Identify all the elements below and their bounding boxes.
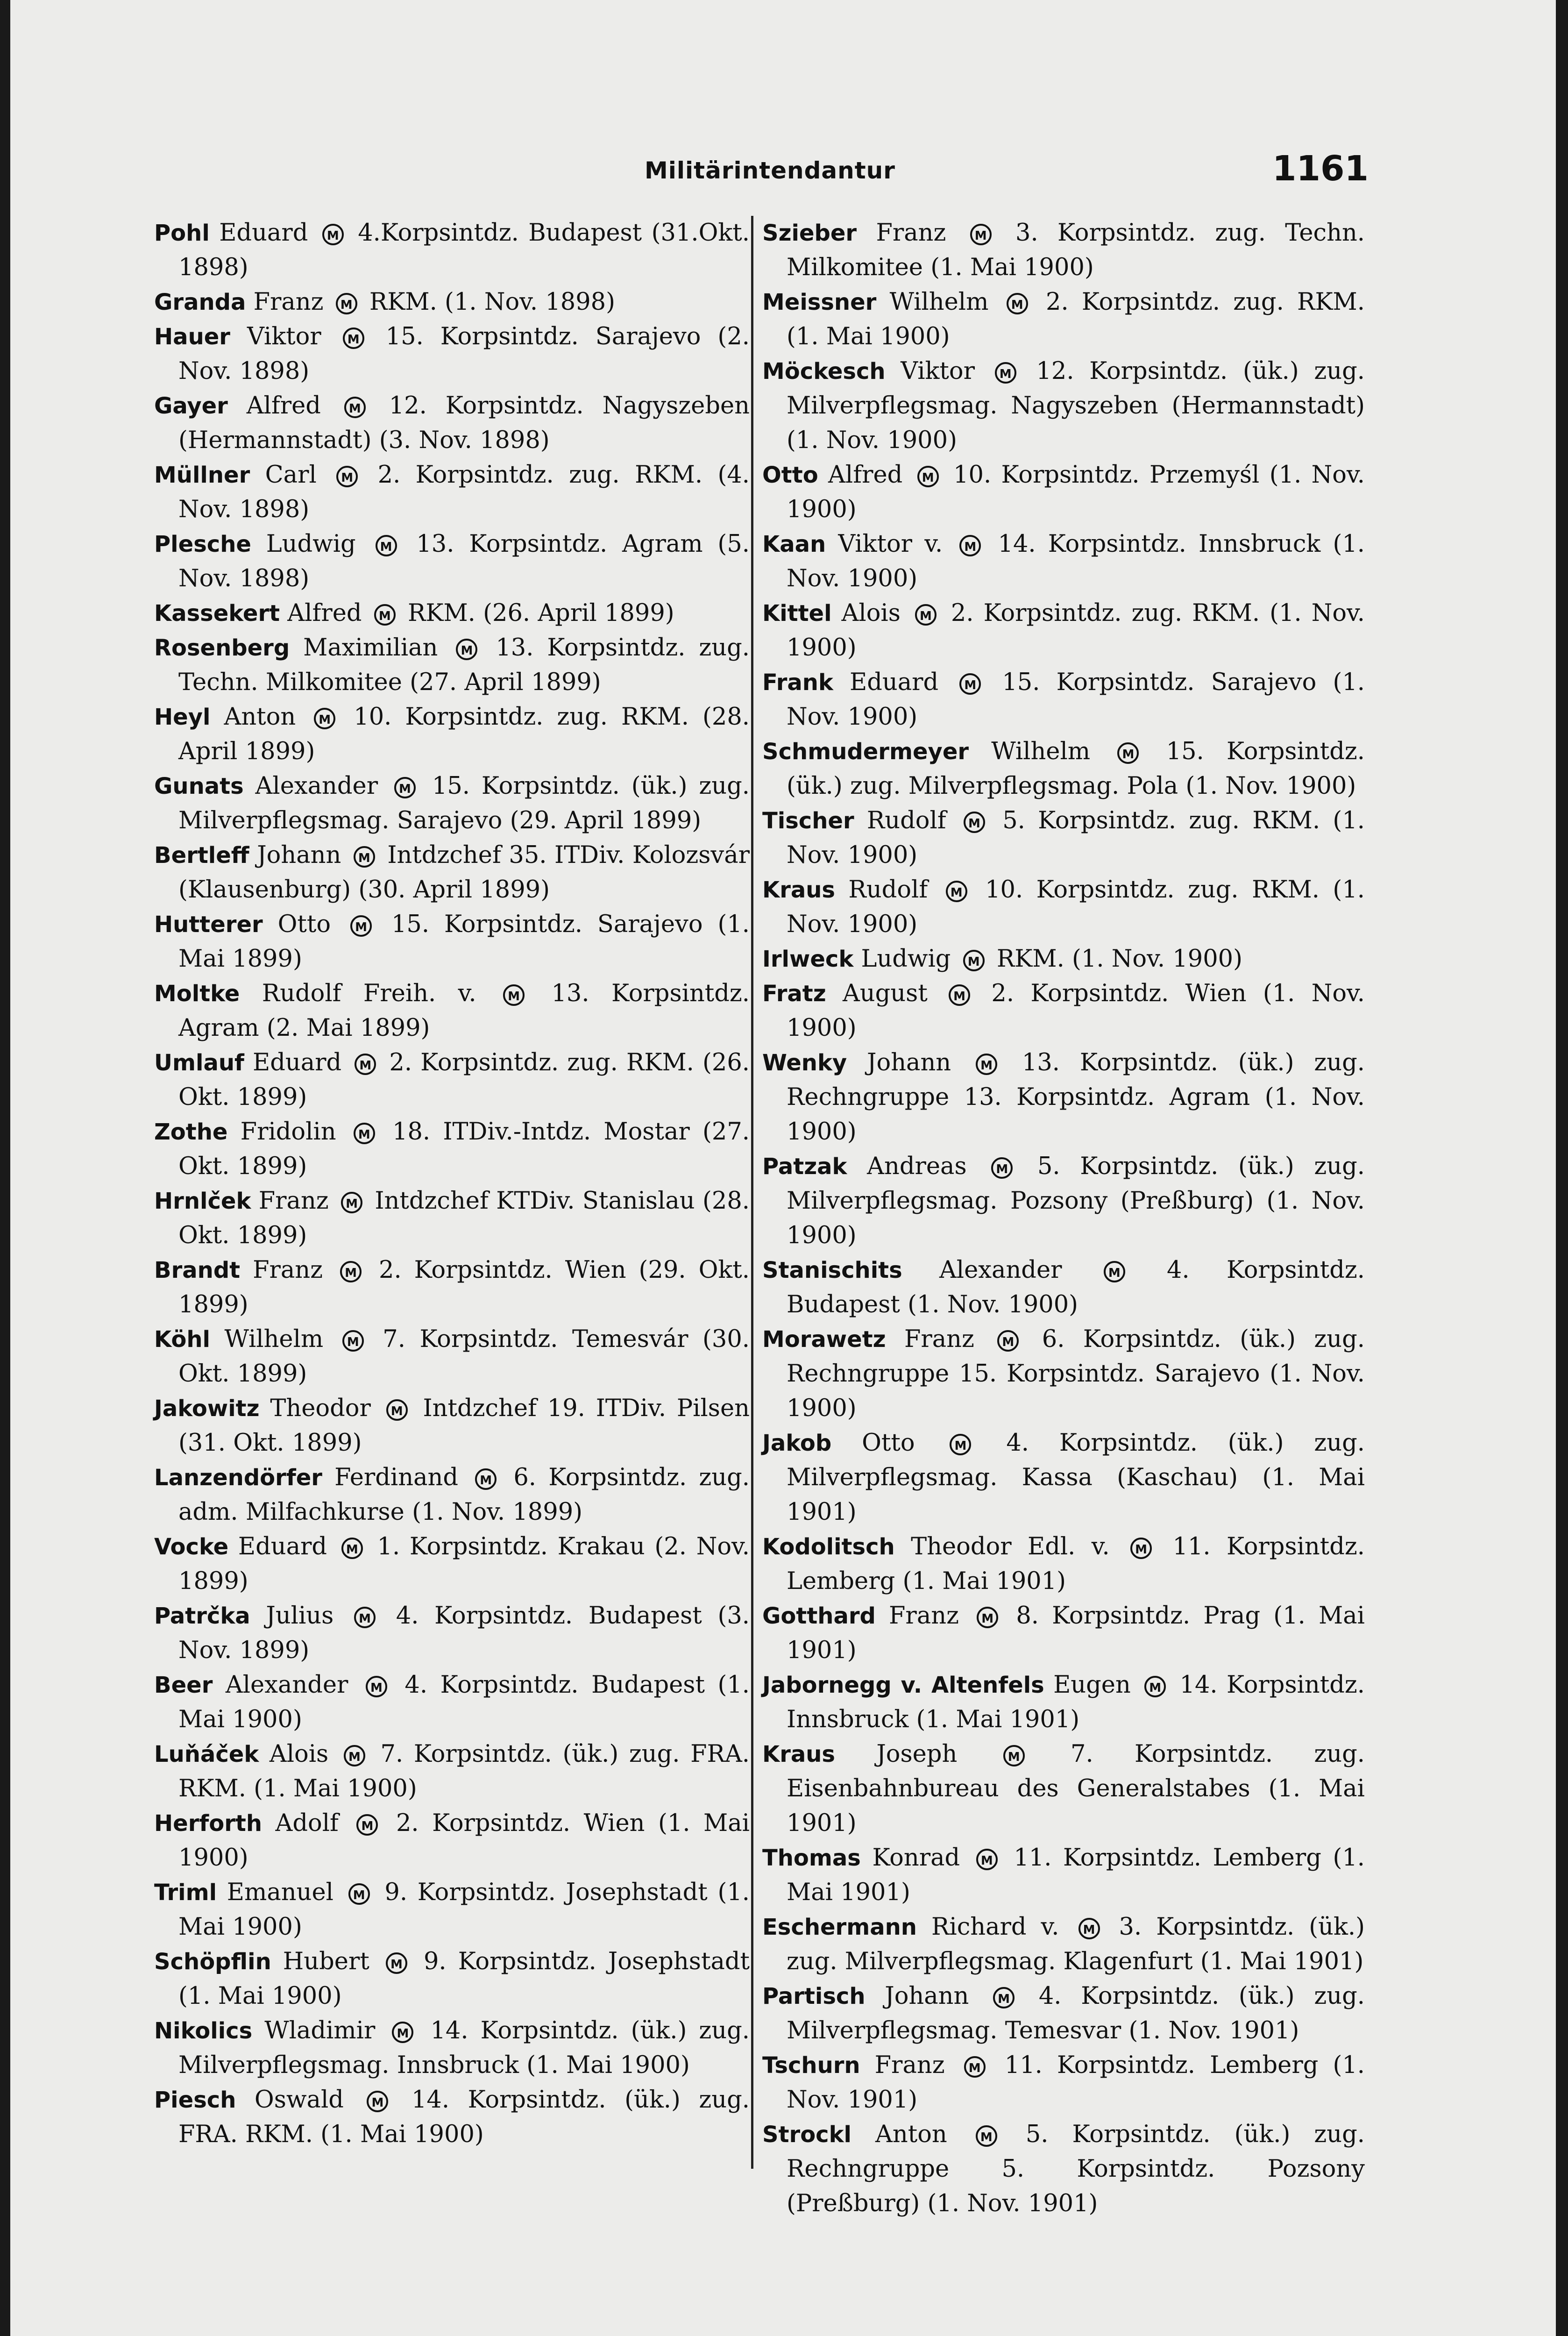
- entry-surname: Müllner: [154, 462, 250, 488]
- register-entry: [154, 1806, 750, 1875]
- entry-text: 12. Korpsintdz. Nagyszeben (Hermannstadt) (3. Nov. 1898): [178, 392, 750, 454]
- merit-medal-icon: M: [976, 1054, 997, 1075]
- entry-text: 2. Korpsintdz. Wien (1. Nov. 1900): [787, 980, 1365, 1042]
- register-entry: [762, 665, 1365, 734]
- entry-text: Otto: [263, 911, 346, 938]
- right-column: [762, 216, 1365, 2221]
- entry-surname: Möckesch: [762, 358, 886, 385]
- entry-surname: Gotthard: [762, 1603, 876, 1629]
- entry-text: Ferdinand: [322, 1464, 471, 1491]
- merit-medal-icon: M: [341, 1192, 362, 1213]
- entry-surname: Piesch: [154, 2087, 236, 2113]
- register-entry: [154, 631, 750, 700]
- entry-surname: Luňáček: [154, 1741, 259, 1767]
- entry-text: Franz: [860, 2051, 959, 2079]
- register-entry: [762, 1599, 1365, 1668]
- merit-medal-icon: M: [343, 328, 364, 349]
- entry-text: Franz: [886, 1325, 993, 1353]
- entry-text: 15. Korpsintdz. Sarajevo (1. Mai 1899): [178, 911, 750, 973]
- register-entry: [154, 1530, 750, 1599]
- entry-text: Alfred: [227, 392, 340, 420]
- entry-surname: Tischer: [762, 808, 854, 834]
- entry-surname: Kaan: [762, 531, 826, 557]
- entry-surname: Szieber: [762, 220, 857, 246]
- entry-text: August: [826, 980, 944, 1007]
- register-entry: [154, 216, 750, 285]
- register-entry: [762, 1668, 1365, 1737]
- entry-text: Alfred: [280, 599, 369, 627]
- entry-text: Wladimir: [252, 2017, 388, 2044]
- register-entry: [762, 1841, 1365, 1910]
- register-entry: [154, 1460, 750, 1530]
- register-entry: [762, 458, 1365, 527]
- register-entry: [154, 1391, 750, 1460]
- entry-surname: Granda: [154, 289, 246, 315]
- entry-text: 10. Korpsintdz. zug. RKM. (28. April 1899): [178, 703, 750, 765]
- merit-medal-icon: M: [946, 881, 967, 902]
- entry-text: Eduard: [244, 1049, 350, 1076]
- merit-medal-icon: M: [1007, 293, 1028, 314]
- entry-surname: Thomas: [762, 1845, 861, 1871]
- entry-text: Intdzchef KTDiv. Stanislau (28. Okt. 1899): [178, 1187, 750, 1249]
- entry-surname: Otto: [762, 462, 818, 488]
- register-entry: [154, 838, 750, 907]
- entry-surname: Fratz: [762, 981, 826, 1007]
- register-entry: [762, 285, 1365, 354]
- entry-surname: Eschermann: [762, 1914, 917, 1940]
- register-entry: [762, 873, 1365, 942]
- register-entry: [762, 1530, 1365, 1599]
- entry-text: Oswald: [236, 2086, 362, 2114]
- entry-surname: Jabornegg v. Altenfels: [762, 1672, 1044, 1698]
- entry-text: Wilhelm: [969, 738, 1113, 765]
- entry-text: Intdzchef 19. ITDiv. Pilsen (31. Okt. 1899): [178, 1395, 750, 1457]
- entry-text: Eduard: [209, 219, 318, 247]
- entry-surname: Lanzendörfer: [154, 1465, 322, 1491]
- entry-text: 2. Korpsintdz. zug. RKM. (26. Okt. 1899): [178, 1049, 750, 1111]
- scan-border-right: [1556, 0, 1568, 2336]
- register-entry: [154, 596, 750, 631]
- entry-text: Rudolf: [854, 807, 959, 834]
- merit-medal-icon: M: [1130, 1538, 1152, 1559]
- register-entry: [154, 1322, 750, 1391]
- entry-text: 5. Korpsintdz. (ük.) zug. Rechngruppe 5. Korpsintdz. Pozsony (Preßburg) (1. Nov. 1901): [787, 2121, 1365, 2217]
- register-entry: [154, 907, 750, 976]
- entry-text: Viktor: [230, 323, 338, 350]
- register-entry: [154, 285, 750, 320]
- entry-surname: Gunats: [154, 773, 244, 799]
- entry-text: 15. Korpsintdz. Sarajevo (1. Nov. 1900): [787, 669, 1365, 731]
- entry-text: 7. Korpsintdz. (ük.) zug. FRA. RKM. (1. Mai 1900): [178, 1740, 750, 1802]
- register-entry: [762, 1046, 1365, 1149]
- entry-text: 7. Korpsintdz. Temesvár (30. Okt. 1899): [178, 1325, 750, 1388]
- entry-text: 9. Korpsintdz. Josephstadt (1. Mai 1900): [178, 1879, 750, 1941]
- merit-medal-icon: M: [350, 915, 372, 937]
- merit-medal-icon: M: [991, 1157, 1013, 1179]
- entry-text: Joseph: [835, 1740, 999, 1768]
- merit-medal-icon: M: [964, 812, 985, 833]
- entry-text: 6. Korpsintdz. (ük.) zug. Rechngruppe 15. Korpsintdz. Sarajevo (1. Nov. 1900): [787, 1325, 1365, 1422]
- merit-medal-icon: M: [344, 1745, 365, 1766]
- entry-surname: Stanischits: [762, 1257, 902, 1283]
- merit-medal-icon: M: [995, 362, 1016, 384]
- running-header: [154, 149, 1369, 191]
- entry-text: Johann: [865, 1982, 989, 2010]
- merit-medal-icon: M: [977, 1607, 998, 1628]
- entry-surname: Frank: [762, 669, 833, 696]
- entry-text: Theodor Edl. v.: [894, 1533, 1126, 1560]
- entry-surname: Herforth: [154, 1810, 263, 1837]
- register-entry: [154, 976, 750, 1046]
- register-entry: [762, 1149, 1365, 1253]
- merit-medal-icon: M: [394, 777, 416, 798]
- register-entry: [154, 700, 750, 769]
- entry-text: 13. Korpsintdz. Agram (2. Mai 1899): [178, 980, 750, 1042]
- entry-text: 10. Korpsintdz. Przemyśl (1. Nov. 1900): [787, 461, 1365, 523]
- merit-medal-icon: M: [340, 1261, 362, 1282]
- register-entry: [762, 976, 1365, 1046]
- entry-surname: Rosenberg: [154, 635, 290, 661]
- entry-text: 14. Korpsintdz. (ük.) zug. Milverpflegsmag. Innsbruck (1. Mai 1900): [178, 2017, 750, 2079]
- merit-medal-icon: M: [970, 224, 992, 245]
- entry-text: 11. Korpsintdz. Lemberg (1. Mai 1901): [787, 1533, 1365, 1595]
- entry-surname: Tschurn: [762, 2052, 860, 2079]
- entry-text: 4. Korpsintdz. (ük.) zug. Milverpflegsmag. Kassa (Kaschau) (1. Mai 1901): [787, 1429, 1365, 1526]
- entry-text: 1. Korpsintdz. Krakau (2. Nov. 1899): [178, 1533, 750, 1595]
- register-entry: [762, 1737, 1365, 1841]
- entry-text: Ludwig: [853, 945, 958, 973]
- entry-text: 2. Korpsintdz. zug. RKM. (4. Nov. 1898): [178, 461, 750, 523]
- register-entry: [154, 1184, 750, 1253]
- merit-medal-icon: M: [367, 2091, 388, 2112]
- entry-text: Julius: [250, 1602, 350, 1630]
- entry-text: Maximilian: [290, 634, 452, 662]
- merit-medal-icon: M: [456, 639, 477, 660]
- left-column: [154, 216, 750, 2152]
- entry-surname: Jakob: [762, 1430, 832, 1456]
- register-entry: [762, 216, 1365, 285]
- merit-medal-icon: M: [950, 1434, 971, 1455]
- entry-text: 18. ITDiv.-Intdz. Mostar (27. Okt. 1899): [178, 1118, 750, 1180]
- scan-border-left: [0, 0, 10, 2336]
- entry-text: 2. Korpsintdz. Wien (1. Mai 1900): [178, 1809, 750, 1872]
- entry-text: Anton: [210, 703, 310, 731]
- entry-text: 5. Korpsintdz. zug. RKM. (1. Nov. 1900): [787, 807, 1365, 869]
- merit-medal-icon: M: [976, 1849, 998, 1870]
- register-entry: [762, 354, 1365, 458]
- entry-surname: Schöpflin: [154, 1949, 271, 1975]
- entry-surname: Bertleff: [154, 842, 249, 869]
- entry-text: 4. Korpsintdz. Budapest (1. Nov. 1900): [787, 1256, 1365, 1318]
- merit-medal-icon: M: [993, 1987, 1015, 2008]
- entry-text: 14. Korpsintdz. Innsbruck (1. Mai 1901): [787, 1671, 1365, 1733]
- register-entry: [762, 942, 1365, 976]
- merit-medal-icon: M: [959, 535, 981, 556]
- register-entry: [154, 389, 750, 458]
- merit-medal-icon: M: [348, 1883, 370, 1905]
- entry-text: 10. Korpsintdz. zug. RKM. (1. Nov. 1900): [787, 876, 1365, 938]
- register-entry: [762, 1322, 1365, 1426]
- register-entry: [154, 1668, 750, 1737]
- merit-medal-icon: M: [1144, 1676, 1166, 1697]
- entry-text: Hubert: [271, 1948, 381, 1975]
- entry-surname: Hutterer: [154, 912, 263, 938]
- merit-medal-icon: M: [354, 1607, 376, 1628]
- entry-surname: Kittel: [762, 600, 832, 627]
- entry-text: 11. Korpsintdz. Lemberg (1. Nov. 1901): [787, 2051, 1365, 2114]
- entry-text: 8. Korpsintdz. Prag (1. Mai 1901): [787, 1602, 1365, 1664]
- merit-medal-icon: M: [336, 293, 357, 314]
- entry-text: 6. Korpsintdz. zug. adm. Milfachkurse (1. Nov. 1899): [178, 1464, 750, 1526]
- register-entry: [762, 1979, 1365, 2048]
- entry-text: Viktor: [885, 357, 990, 385]
- register-entry: [154, 1599, 750, 1668]
- entry-text: Richard v.: [916, 1913, 1074, 1941]
- merit-medal-icon: M: [915, 604, 937, 626]
- register-entry: [762, 527, 1365, 596]
- merit-medal-icon: M: [963, 950, 985, 971]
- entry-text: RKM. (26. April 1899): [400, 599, 674, 627]
- merit-medal-icon: M: [392, 2022, 413, 2043]
- register-entry: [154, 458, 750, 527]
- merit-medal-icon: M: [386, 1952, 407, 1974]
- entry-surname: Strockl: [762, 2122, 851, 2148]
- merit-medal-icon: M: [1117, 742, 1139, 764]
- merit-medal-icon: M: [976, 2125, 997, 2147]
- entry-text: 2. Korpsintdz. zug. RKM. (1. Nov. 1900): [787, 599, 1365, 662]
- entry-text: 2. Korpsintdz. zug. RKM. (1. Mai 1900): [787, 288, 1365, 350]
- entry-surname: Kassekert: [154, 600, 280, 627]
- page-number: 1161: [1272, 149, 1369, 189]
- entry-text: 4.Korpsintdz. Budapest (31.Okt. 1898): [178, 219, 750, 281]
- entry-text: 13. Korpsintdz. Agram (5. Nov. 1898): [178, 530, 750, 592]
- entry-text: Eduard: [228, 1533, 337, 1560]
- entry-text: Alois: [831, 599, 910, 627]
- entry-text: 14. Korpsintdz. Innsbruck (1. Nov. 1900): [787, 530, 1365, 592]
- merit-medal-icon: M: [322, 224, 344, 245]
- entry-text: RKM. (1. Nov. 1898): [362, 288, 616, 316]
- entry-text: Theodor: [259, 1395, 382, 1422]
- merit-medal-icon: M: [503, 984, 525, 1006]
- merit-medal-icon: M: [949, 984, 970, 1006]
- entry-text: Alfred: [818, 461, 913, 489]
- entry-text: 14. Korpsintdz. (ük.) zug. FRA. RKM. (1. Mai 1900): [178, 2086, 750, 2148]
- entry-surname: Zothe: [154, 1119, 228, 1145]
- entry-text: 3. Korpsintdz. zug. Techn. Milkomitee (1. Mai 1900): [787, 219, 1365, 281]
- register-entry: [154, 769, 750, 838]
- entry-text: Alexander: [213, 1671, 361, 1699]
- merit-medal-icon: M: [354, 846, 375, 868]
- merit-medal-icon: M: [366, 1676, 387, 1697]
- entry-surname: Irlweck: [762, 946, 854, 972]
- merit-medal-icon: M: [386, 1399, 408, 1421]
- entry-text: Intdzchef 35. ITDiv. Kolozsvár (Klausenburg) (30. April 1899): [178, 841, 750, 904]
- entry-text: 7. Korpsintdz. zug. Eisenbahnbureau des Generalstabes (1. Mai 1901): [787, 1740, 1365, 1837]
- register-entry: [154, 1737, 750, 1806]
- entry-text: 4. Korpsintdz. (ük.) zug. Milverpflegsmag. Temesvar (1. Nov. 1901): [787, 1982, 1365, 2044]
- merit-medal-icon: M: [342, 1330, 364, 1352]
- entry-text: 3. Korpsintdz. (ük.) zug. Milverpflegsmag. Klagenfurt (1. Mai 1901): [787, 1913, 1365, 1975]
- entry-surname: Pohl: [154, 220, 210, 246]
- entry-text: 4. Korpsintdz. Budapest (1. Mai 1900): [178, 1671, 750, 1733]
- register-entry: [154, 1046, 750, 1115]
- merit-medal-icon: M: [1104, 1261, 1125, 1282]
- register-entry: [762, 734, 1365, 804]
- entry-surname: Kraus: [762, 1741, 835, 1767]
- entry-text: Andreas: [847, 1153, 987, 1180]
- entry-surname: Heyl: [154, 704, 211, 730]
- entry-surname: Triml: [154, 1880, 217, 1906]
- merit-medal-icon: M: [917, 466, 939, 487]
- merit-medal-icon: M: [354, 1123, 375, 1144]
- entry-surname: Brandt: [154, 1257, 241, 1283]
- entry-surname: Gayer: [154, 393, 228, 419]
- entry-text: Eugen: [1044, 1671, 1140, 1699]
- entry-surname: Umlauf: [154, 1050, 244, 1076]
- entry-text: Franz: [251, 1187, 337, 1215]
- merit-medal-icon: M: [376, 535, 397, 556]
- entry-surname: Schmudermeyer: [762, 739, 969, 765]
- entry-text: Alexander: [902, 1256, 1099, 1284]
- merit-medal-icon: M: [964, 2056, 986, 2078]
- entry-surname: Beer: [154, 1672, 213, 1698]
- entry-text: 15. Korpsintdz. (ük.) zug. Milverpflegsmag. Pola (1. Nov. 1900): [787, 738, 1365, 800]
- entry-surname: Meissner: [762, 289, 877, 315]
- merit-medal-icon: M: [355, 1054, 376, 1075]
- entry-surname: Köhl: [154, 1326, 210, 1353]
- entry-text: Franz: [857, 219, 965, 247]
- merit-medal-icon: M: [336, 466, 358, 487]
- merit-medal-icon: M: [356, 1814, 378, 1836]
- page-title: Militärintendantur: [645, 157, 895, 184]
- register-entry: [762, 1910, 1365, 1979]
- entry-text: Konrad: [860, 1844, 972, 1872]
- entry-text: Alois: [259, 1740, 339, 1768]
- entry-text: Wilhelm: [876, 288, 1002, 316]
- entry-text: Adolf: [262, 1809, 352, 1837]
- register-entry: [154, 527, 750, 596]
- entry-text: Alexander: [243, 772, 390, 800]
- entry-surname: Wenky: [762, 1050, 847, 1076]
- entry-text: Viktor v.: [826, 530, 955, 558]
- entry-text: 2. Korpsintdz. Wien (29. Okt. 1899): [178, 1256, 750, 1318]
- entry-text: Otto: [831, 1429, 945, 1457]
- entry-text: Wilhelm: [210, 1325, 338, 1353]
- entry-text: 5. Korpsintdz. (ük.) zug. Milverpflegsmag. Pozsony (Preßburg) (1. Nov. 1900): [787, 1153, 1365, 1249]
- entry-surname: Plesche: [154, 531, 251, 557]
- entry-surname: Vocke: [154, 1534, 229, 1560]
- entry-surname: Hrnlček: [154, 1188, 251, 1214]
- entry-text: RKM. (1. Nov. 1900): [989, 945, 1242, 973]
- entry-text: Carl: [250, 461, 332, 489]
- register-entry: [154, 1115, 750, 1184]
- entry-text: Rudolf Freih. v.: [240, 980, 499, 1007]
- register-entry: [762, 596, 1365, 665]
- merit-medal-icon: M: [374, 604, 396, 626]
- merit-medal-icon: M: [314, 708, 335, 729]
- merit-medal-icon: M: [1003, 1745, 1025, 1766]
- entry-text: Franz: [240, 1256, 336, 1284]
- entry-surname: Patrčka: [154, 1603, 250, 1629]
- entry-text: Franz: [875, 1602, 972, 1630]
- entry-surname: Hauer: [154, 324, 230, 350]
- entry-text: 13. Korpsintdz. zug. Techn. Milkomitee (27. April 1899): [178, 634, 750, 696]
- entry-surname: Kodolitsch: [762, 1534, 895, 1560]
- entry-surname: Nikolics: [154, 2018, 253, 2044]
- register-entry: [762, 1253, 1365, 1322]
- merit-medal-icon: M: [475, 1468, 497, 1490]
- entry-text: 11. Korpsintdz. Lemberg (1. Mai 1901): [787, 1844, 1365, 1906]
- register-entry: [762, 2117, 1365, 2221]
- entry-text: Anton: [851, 2121, 971, 2148]
- entry-surname: Patzak: [762, 1154, 847, 1180]
- entry-text: 9. Korpsintdz. Josephstadt (1. Mai 1900): [178, 1948, 750, 2010]
- merit-medal-icon: M: [344, 397, 366, 418]
- register-entry: [154, 1253, 750, 1322]
- entry-surname: Moltke: [154, 981, 240, 1007]
- entry-text: Eduard: [833, 669, 955, 696]
- merit-medal-icon: M: [341, 1538, 363, 1559]
- entry-text: 12. Korpsintdz. (ük.) zug. Milverpflegsmag. Nagyszeben (Hermannstadt) (1. Nov. 1900): [787, 357, 1365, 454]
- column-divider: [751, 216, 753, 2169]
- register-entry: [762, 1426, 1365, 1530]
- merit-medal-icon: M: [997, 1330, 1019, 1352]
- entry-surname: Jakowitz: [154, 1396, 260, 1422]
- merit-medal-icon: M: [959, 673, 981, 695]
- register-entry: [762, 2048, 1365, 2117]
- entry-surname: Morawetz: [762, 1326, 886, 1353]
- entry-text: Johann: [249, 841, 349, 869]
- entry-text: 15. Korpsintdz. Sarajevo (2. Nov. 1898): [178, 323, 750, 385]
- register-entry: [154, 2083, 750, 2152]
- entry-text: 15. Korpsintdz. (ük.) zug. Milverpflegsmag. Sarajevo (29. April 1899): [178, 772, 750, 834]
- entry-text: Emanuel: [217, 1879, 344, 1906]
- entry-text: Franz: [246, 288, 331, 316]
- merit-medal-icon: M: [1078, 1918, 1100, 1939]
- entry-text: Ludwig: [251, 530, 371, 558]
- register-entry: [154, 320, 750, 389]
- entry-surname: Kraus: [762, 877, 835, 903]
- register-entry: [154, 1944, 750, 2014]
- register-entry: [154, 2014, 750, 2083]
- entry-text: Fridolin: [227, 1118, 349, 1146]
- entry-text: Rudolf: [835, 876, 941, 904]
- entry-surname: Partisch: [762, 1983, 866, 2009]
- entry-text: 13. Korpsintdz. (ük.) zug. Rechngruppe 13. Korpsintdz. Agram (1. Nov. 1900): [787, 1049, 1365, 1146]
- entry-text: 4. Korpsintdz. Budapest (3. Nov. 1899): [178, 1602, 750, 1664]
- entry-text: Johann: [847, 1049, 972, 1076]
- register-entry: [154, 1875, 750, 1944]
- register-entry: [762, 804, 1365, 873]
